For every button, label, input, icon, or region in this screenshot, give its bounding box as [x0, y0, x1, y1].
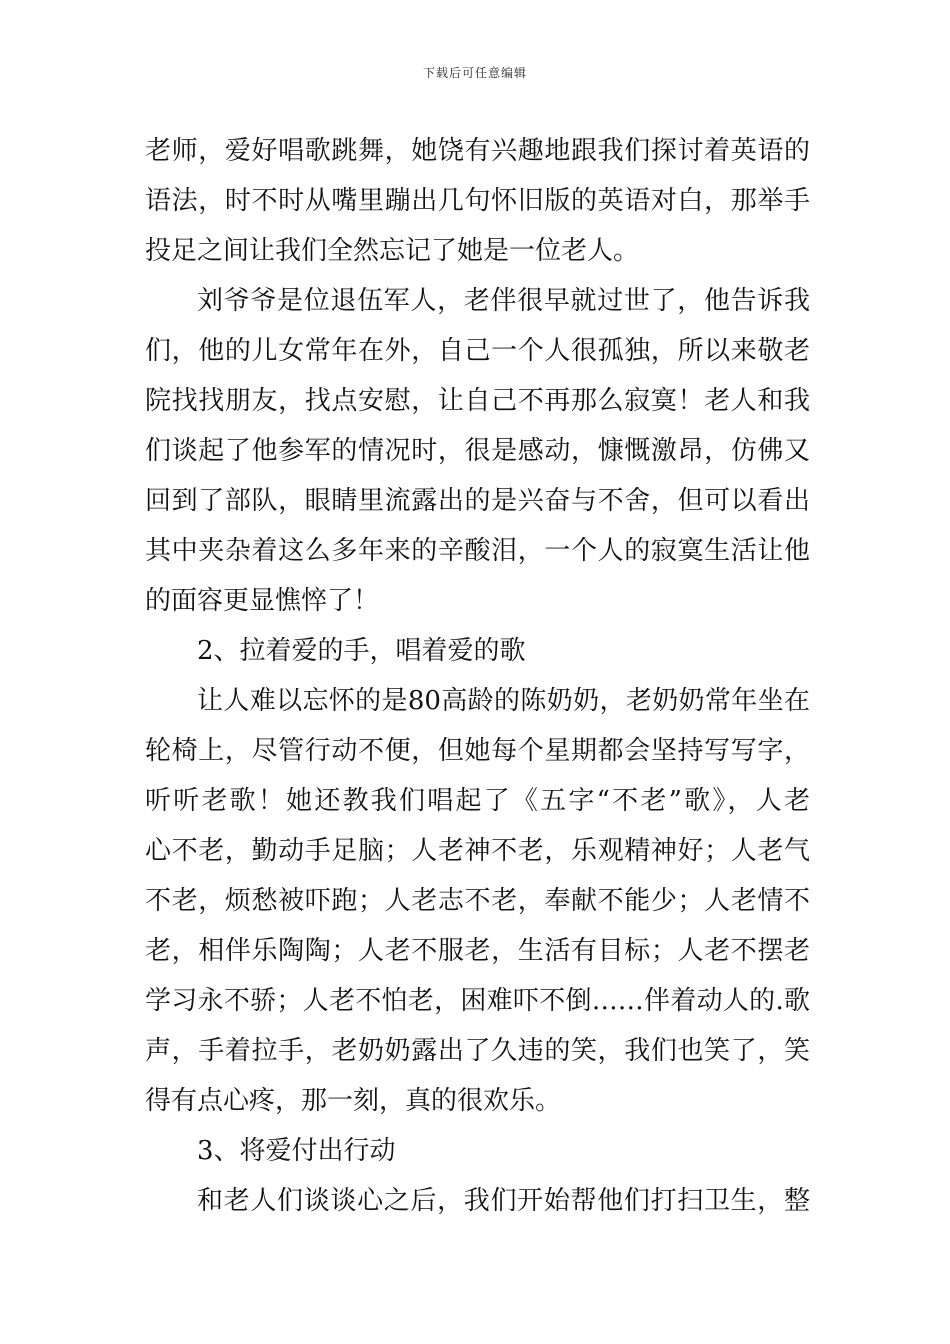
text-line: 们，他的儿女常年在外，自己一个人很孤独，所以来敬老: [145, 336, 810, 366]
text-line: 得有点心疼，那一刻，真的很欢乐。: [145, 1086, 562, 1116]
text-line: 院找找朋友，找点安慰，让自己不再那么寂寞！老人和我: [145, 386, 810, 416]
page-header: 下载后可任意编辑: [422, 66, 527, 80]
section-heading: 3、将爱付出行动: [197, 1136, 396, 1166]
text-line: 们谈起了他参军的情况时，很是感动，慷慨激昂，仿佛又: [145, 436, 810, 466]
text-line: 老，相伴乐陶陶；人老不服老，生活有目标；人老不摆老: [145, 936, 810, 966]
text-line: 不老，烦愁被吓跑；人老志不老，奉献不能少；人老情不: [145, 886, 810, 916]
text-line: 声，手着拉手，老奶奶露出了久违的笑，我们也笑了，笑: [145, 1036, 810, 1066]
text-line: 轮椅上，尽管行动不便，但她每个星期都会坚持写写字，: [145, 736, 810, 766]
text-line: 学习永不骄；人老不怕老，困难吓不倒……伴着动人的.歌: [145, 986, 810, 1016]
paragraph-start-line: 让人难以忘怀的是80高龄的陈奶奶，老奶奶常年坐在: [197, 686, 810, 716]
text-line: 老师，爱好唱歌跳舞，她饶有兴趣地跟我们探讨着英语的: [145, 136, 810, 166]
text-line: 语法，时不时从嘴里蹦出几句怀旧版的英语对白，那举手: [145, 186, 810, 216]
text-line: 心不老，勤动手足脑；人老神不老，乐观精神好；人老气: [145, 836, 810, 866]
text-line: 的面容更显憔悴了！: [145, 586, 380, 616]
text-line: 投足之间让我们全然忘记了她是一位老人。: [145, 236, 640, 266]
paragraph-start-line: 刘爷爷是位退伍军人，老伴很早就过世了，他告诉我: [197, 286, 810, 316]
text-line: 回到了部队，眼睛里流露出的是兴奋与不舍，但可以看出: [145, 486, 810, 516]
text-line: 其中夹杂着这么多年来的辛酸泪，一个人的寂寞生活让他: [145, 536, 810, 566]
text-line: 听听老歌！她还教我们唱起了《五字“不老”歌》，人老: [145, 786, 810, 816]
section-heading: 2、拉着爱的手，唱着爱的歌: [197, 636, 526, 666]
paragraph-start-line: 和老人们谈谈心之后，我们开始帮他们打扫卫生，整: [197, 1186, 810, 1216]
